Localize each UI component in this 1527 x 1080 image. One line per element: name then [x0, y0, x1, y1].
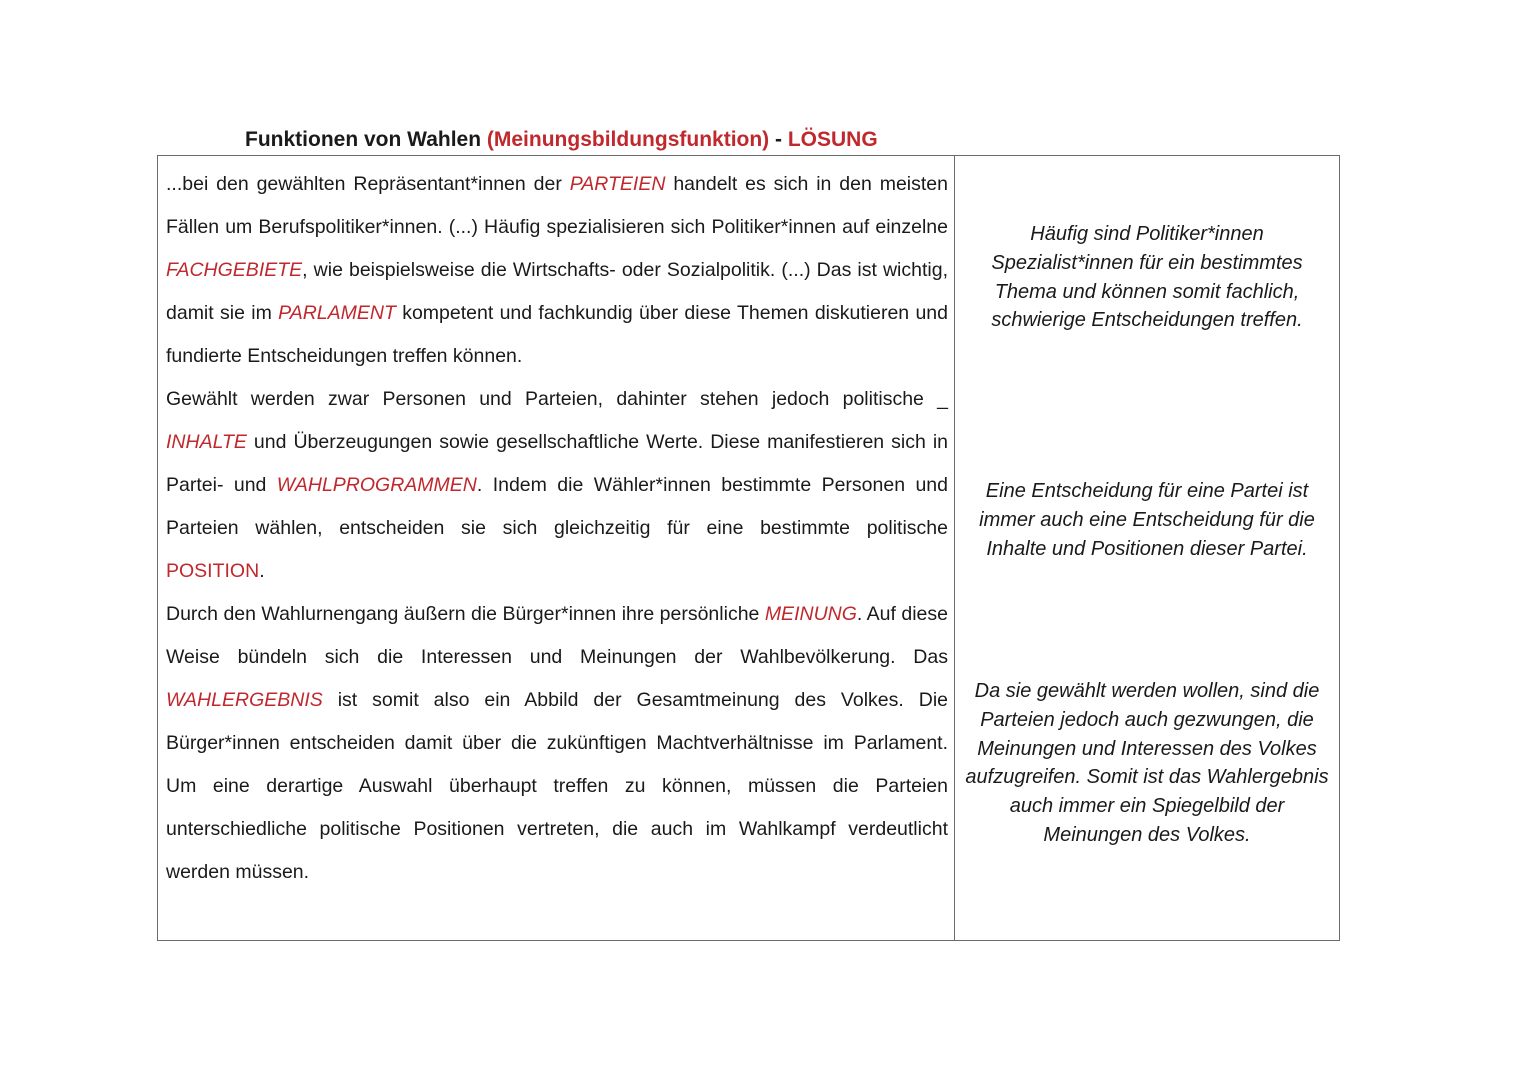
document-title	[245, 126, 878, 154]
text-segment: Durch den Wahlurnengang äußern die Bürger*innen ihre persönliche	[166, 603, 765, 625]
paragraph-inhalte	[166, 378, 948, 593]
keyword-fachgebiete: FACHGEBIETE	[166, 259, 303, 281]
paragraph-meinung	[166, 593, 948, 894]
worksheet-table	[157, 155, 1340, 941]
keyword-parlament: PARLAMENT	[278, 302, 396, 324]
text-segment: ist somit also ein Abbild der Gesamtmeinung des Volkes. Die Bürger*innen entscheiden damit über die zukünftigen Machtverhältnisse im Parlament. Um eine derartige Auswahl überhaupt treffen zu können, müssen die Parteien unterschiedliche politische Positionen vertreten, die auch im Wahlkampf verdeutlicht werden müssen.	[166, 689, 948, 883]
text-segment: ...bei den gewählten Repräsentant*innen der	[166, 173, 570, 195]
text-segment: , wie beispielsweise die Wirtschafts- oder Sozialpolitik. (...) Das ist wichtig, damit sie im	[166, 259, 948, 324]
text-segment: . Indem die Wähler*innen bestimmte Personen und Parteien wählen, entscheiden sie sich gleichzeitig für eine bestimmte politische	[166, 474, 948, 539]
text-column	[158, 156, 955, 940]
keyword-position: POSITION	[166, 560, 260, 582]
title-subtitle: (Meinungsbildungsfunktion)	[486, 128, 770, 151]
text-segment: und Überzeugungen sowie gesellschaftliche Werte. Diese manifestieren sich in Partei- und	[166, 431, 948, 496]
paragraph-fachgebiete	[166, 163, 948, 378]
text-segment: Gewählt werden zwar Personen und Parteien, dahinter stehen jedoch politische _	[166, 388, 948, 410]
text-segment: handelt es sich in den meisten Fällen um Berufspolitiker*innen. (...) Häufig spezialisieren sich Politiker*innen auf einzelne	[166, 173, 948, 238]
text-segment: kompetent und fachkundig über diese Themen diskutieren und fundierte Entscheidungen treffen können.	[166, 302, 948, 367]
summary-note-fachgebiete: Häufig sind Politiker*innen Spezialist*innen für ein bestimmtes Thema und können somit fachlich, schwierige Entscheidungen treffen.	[991, 223, 1303, 332]
keyword-wahlergebnis: WAHLERGEBNIS	[166, 689, 323, 711]
title-main: Funktionen von Wahlen	[245, 128, 482, 151]
summary-note-inhalte: Eine Entscheidung für eine Partei ist immer auch eine Entscheidung für die Inhalte und Positionen dieser Partei.	[979, 480, 1315, 560]
summary-column	[955, 156, 1339, 940]
text-segment: .	[259, 560, 265, 582]
title-solution: LÖSUNG	[787, 128, 878, 151]
title-separator: -	[769, 128, 788, 151]
summary-note-meinung: Da sie gewählt werden wollen, sind die Parteien jedoch auch gezwungen, die Meinungen und Interessen des Volkes aufzugreifen. Somit ist das Wahlergebnis auch immer ein Spiegelbild der Meinungen des Volkes.	[965, 680, 1329, 846]
text-segment: . Auf diese Weise bündeln sich die Interessen und Meinungen der Wahlbevölkerung. Das	[166, 603, 948, 668]
keyword-parteien: PARTEIEN	[569, 173, 666, 195]
keyword-meinung: MEINUNG	[764, 603, 857, 625]
keyword-inhalte: INHALTE	[166, 431, 247, 453]
keyword-wahlprogrammen: WAHLPROGRAMMEN	[276, 474, 477, 496]
